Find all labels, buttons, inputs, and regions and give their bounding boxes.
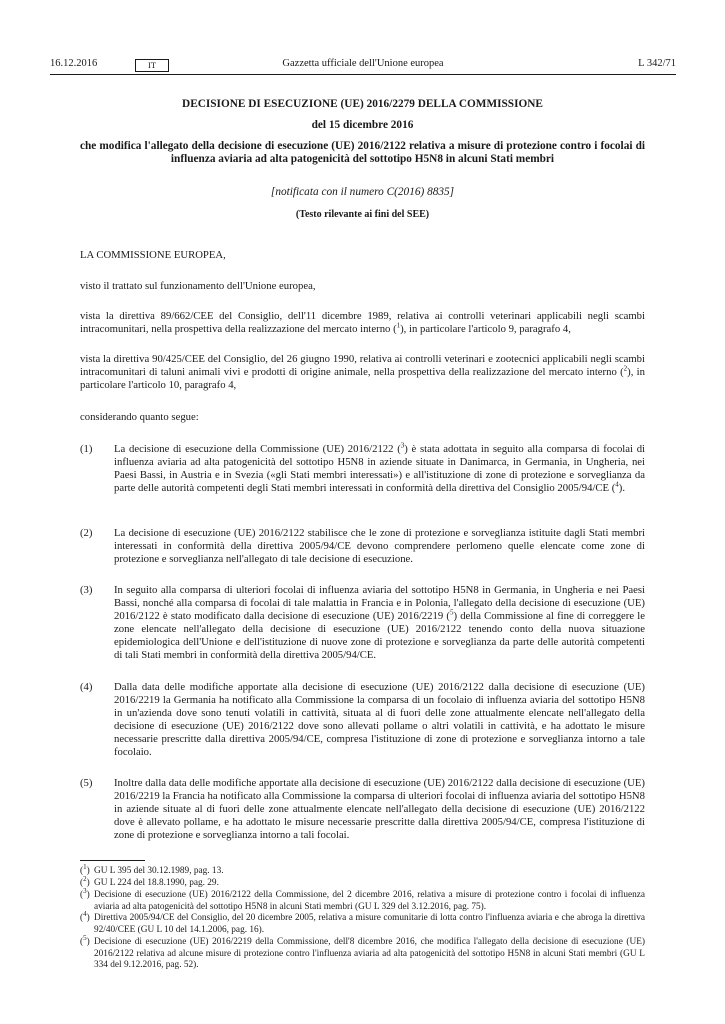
footnote-number: ($^1$) <box>80 862 90 876</box>
language-code-box: IT <box>135 59 169 72</box>
footnote-number-value: 5 <box>83 933 87 942</box>
footnote-text: GU L 395 del 30.12.1989, pag. 13. <box>94 866 224 876</box>
footnote-ref[interactable]: 3 <box>400 441 405 450</box>
footnote-separator <box>80 860 145 861</box>
recital-number: (1) <box>80 443 93 455</box>
footnote-number-value: 1 <box>83 862 87 871</box>
footnote-ref[interactable]: 4 <box>615 480 619 489</box>
preamble-directive-89-662 <box>80 310 645 336</box>
header-date: 16.12.2016 <box>50 58 98 69</box>
decision-subject: che modifica l'allegato della decisione di esecuzione (UE) 2016/2122 relativa a misure di protezione contro i focolai di influenza aviaria ad alta patogenicità del sottotipo H5N8 in alcuni Stati membri <box>80 140 645 165</box>
recital-text-part: ). <box>618 482 626 494</box>
footnote-text: Decisione di esecuzione (UE) 2016/2219 della Commissione, dell'8 dicembre 2016, che modifica l'allegato della decisione di esecuzione (UE) 2016/2122 relativa ad alcune misure di protezione contro l'influenza aviaria ad alta patogenicità del sottotipo H5N8 in alcuni Stati membri (GU L 334 del 9.12.2016, pag. 52). <box>94 937 645 970</box>
eea-relevance: (Testo rilevante ai fini del SEE) <box>295 209 430 220</box>
footnote-text: Decisione di esecuzione (UE) 2016/2122 della Commissione, del 2 dicembre 2016, relativa a misure di protezione contro i focolai di influenza aviaria ad alta patogenicità del sottotipo H5N8 in alcuni Stati membri (GU L 329 del 3.12.2016, pag. 75). <box>94 890 645 912</box>
recital-text-part: ) è stata adottata in seguito alla comparsa di focolai di influenza aviaria ad alta patogenicità del sottotipo H5N8 in aziende situate in Danimarca, in Germania, in Ungheria, nei Paesi Bassi, in Austria e in Svezia («gli Stati membri interessati») e all'istituzione di zone di protezione e sorveglianza da parte delle autorità competenti degli Stati membri interessati in conformità della direttiva del Consiglio 2005/94/CE ( <box>114 443 646 494</box>
footnote-ref[interactable]: 1 <box>396 321 401 330</box>
recital-number: (4) <box>80 681 93 693</box>
recital-text-part: ) della Commissione al fine di correggere le zone elencate nell'allegato della decisione di esecuzione (UE) 2016/2122 tenendo conto della nuova situazione epidemiologica dell'Unione e dell'istituzione di nuove zone di protezione e sorveglianza da parte delle autorità competenti di tali Stati membri in conformità della direttiva 2005/94/CE. <box>114 610 645 661</box>
preamble-directive-90-425 <box>80 353 645 392</box>
preamble-text: ), in particolare l'articolo 9, paragrafo 4, <box>400 323 571 335</box>
decision-title: DECISIONE DI ESECUZIONE (UE) 2016/2279 DELLA COMMISSIONE <box>182 98 543 110</box>
preamble-treaty: visto il trattato sul funzionamento dell'Unione europea, <box>80 280 316 292</box>
footnote-number: ($^3$) <box>80 886 90 900</box>
footnote-number: ($^4$) <box>80 909 90 923</box>
recital-text <box>114 584 645 662</box>
recital-number: (2) <box>80 527 93 539</box>
decision-date: del 15 dicembre 2016 <box>311 119 414 131</box>
footnote-text: Direttiva 2005/94/CE del Consiglio, del 20 dicembre 2005, relativa a misure comunitarie di lotta contro l'influenza aviaria e che abroga la direttiva 92/40/CEE (GU L 10 del 14.1.2006, pag. 16). <box>94 913 645 935</box>
footnote-number-value: 4 <box>83 909 87 918</box>
footnote-number-value: 3 <box>83 886 87 895</box>
preamble-commission: LA COMMISSIONE EUROPEA, <box>80 249 226 261</box>
preamble-text: ), in particolare l'articolo 10, paragrafo 4, <box>80 366 645 391</box>
footnote-text: GU L 224 del 18.8.1990, pag. 29. <box>94 878 219 888</box>
recital-number: (3) <box>80 584 93 596</box>
footnote-number: ($^2$) <box>80 874 90 888</box>
recital-text: La decisione di esecuzione (UE) 2016/2122 stabilisce che le zone di protezione e sorveglianza istituite dagli Stati membri interessati in conformità della direttiva 2005/94/CE devono comprendere perlomeno quelle elencate come zone di protezione e sorveglianza nell'allegato di tale decisione di esecuzione. <box>114 527 645 565</box>
footnote-number-value: 2 <box>83 874 87 883</box>
recital-text-part: La decisione di esecuzione della Commissione (UE) 2016/2122 ( <box>114 443 401 455</box>
recital-text-part: In seguito alla comparsa di ulteriori focolai di influenza aviaria del sottotipo H5N8 in Germania, in Ungheria e nei Paesi Bassi, nonché alla comparsa di focolai di tale malattia in Francia e in Polonia, l'allegato della decisione di esecuzione (UE) 2016/2122 è stato modificato dalla decisione di esecuzione (UE) 2016/2219 ( <box>114 584 645 622</box>
recital-number: (5) <box>80 777 93 789</box>
journal-name: Gazzetta ufficiale dell'Unione europea <box>282 58 444 69</box>
footnote-ref[interactable]: 5 <box>449 608 454 617</box>
page-header <box>50 58 676 74</box>
preamble-whereas: considerando quanto segue: <box>80 411 199 423</box>
notification-number: [notificata con il numero C(2016) 8835] <box>270 186 455 198</box>
page-reference: L 342/71 <box>638 58 676 69</box>
footnote-ref[interactable]: 2 <box>623 364 628 373</box>
recital-text: Inoltre dalla data delle modifiche apportate alla decisione di esecuzione (UE) 2016/2122 dalla decisione di esecuzione (UE) 2016/2219 la Francia ha notificato alla Commissione la comparsa di ulteriori focolai di influenza aviaria del sottotipo H5N8 in aziende situate al di fuori delle zone attualmente elencate nell'allegato della decisione di esecuzione (UE) 2016/2122 dove è allevato pollame, e ha adottato le misure necessarie prescritte dalla direttiva 2005/94/CE, compresa l'istituzione di zone di protezione e sorveglianza intorno a tali focolai. <box>114 777 645 841</box>
preamble-text: vista la direttiva 89/662/CEE del Consiglio, dell'11 dicembre 1989, relativa ai controlli veterinari applicabili negli scambi intracomunitari, nella prospettiva della realizzazione del mercato interno ( <box>80 310 645 335</box>
header-rule <box>50 74 676 75</box>
preamble-text: vista la direttiva 90/425/CEE del Consiglio, del 26 giugno 1990, relativa ai controlli veterinari e zootecnici applicabili negli scambi intracomunitari di taluni animali vivi e prodotti di origine animale, nella prospettiva della realizzazione del mercato interno ( <box>80 353 645 378</box>
recital-text <box>114 443 645 495</box>
footnote-number: ($^5$) <box>80 933 90 947</box>
recital-text: Dalla data delle modifiche apportate alla decisione di esecuzione (UE) 2016/2122 dalla decisione di esecuzione (UE) 2016/2219 la Germania ha notificato alla Commissione la comparsa di un focolaio di influenza aviaria del sottotipo H5N8 in un'azienda dove sono tenuti volatili in cattività, situata al di fuori delle zone attualmente elencate nell'allegato della decisione di esecuzione (UE) 2016/2122 dove sono allevati pollame o altri volatili in cattività, e ha adottato le misure necessarie prescritte dalla direttiva 2005/94/CE, compresa l'istituzione di zone di protezione e sorveglianza intorno a tale focolaio. <box>114 681 645 758</box>
